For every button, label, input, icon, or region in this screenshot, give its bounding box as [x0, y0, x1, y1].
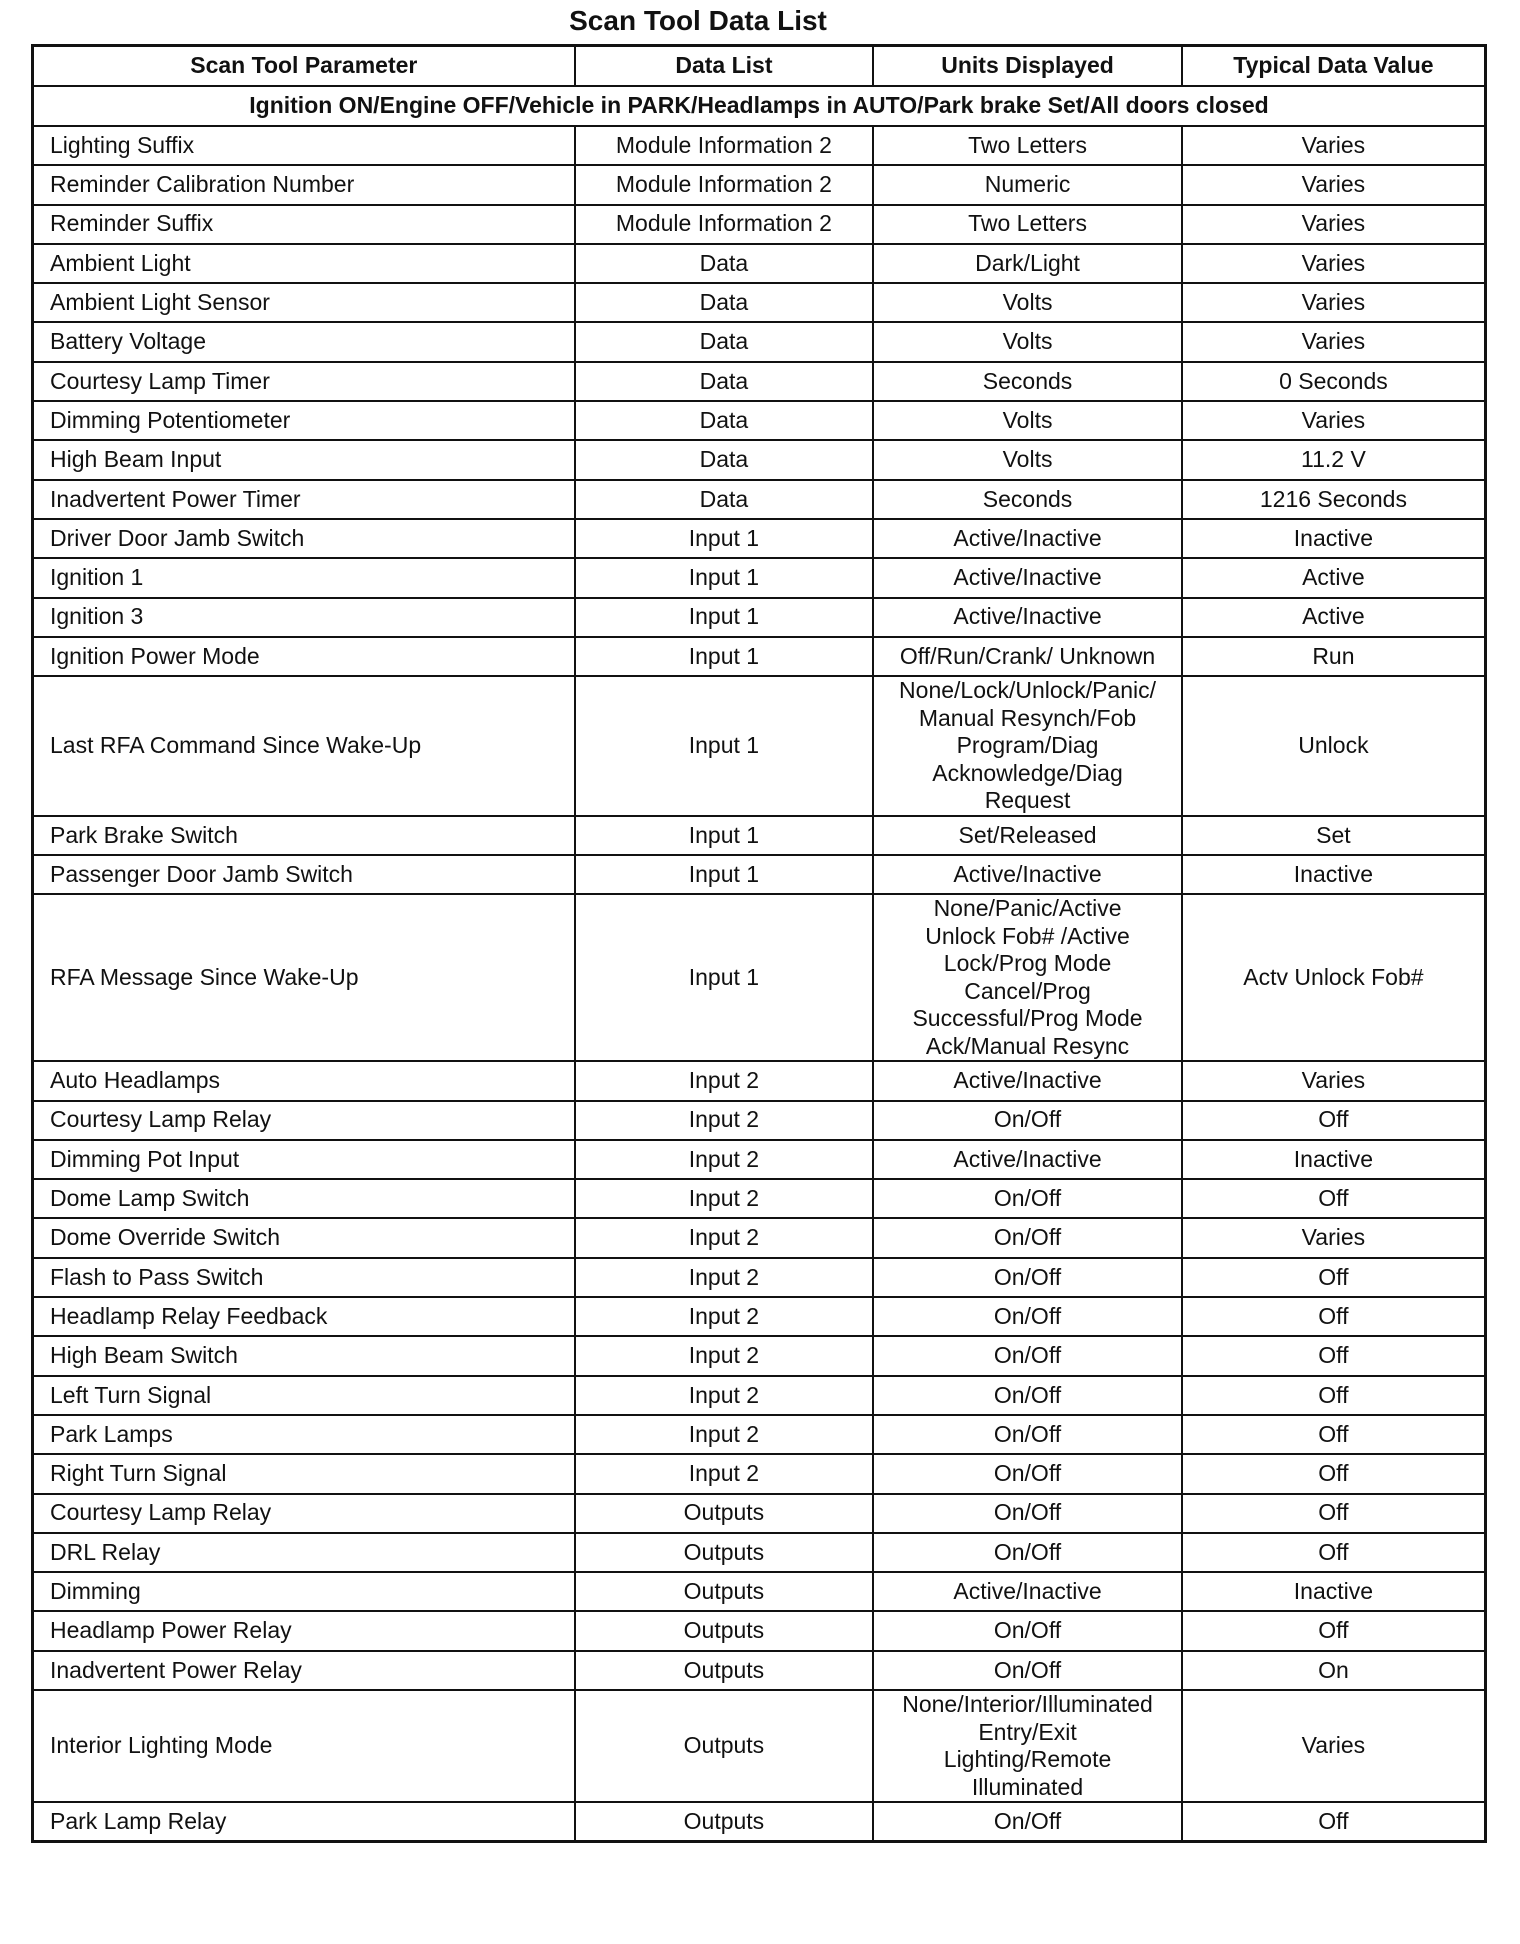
table-row	[33, 1651, 1486, 1690]
cell-scan-tool-parameter: Park Brake Switch	[33, 816, 575, 855]
cell-units-displayed	[873, 440, 1182, 479]
cell-units-displayed	[873, 855, 1182, 894]
table-row	[33, 1061, 1486, 1100]
header-typical-data-value: Typical Data Value	[1182, 46, 1486, 87]
cell-units-displayed	[873, 1061, 1182, 1100]
cell-scan-tool-parameter: Courtesy Lamp Relay	[33, 1101, 575, 1140]
cell-data-list: Outputs	[575, 1572, 874, 1611]
cell-scan-tool-parameter: Ambient Light	[33, 244, 575, 283]
cell-scan-tool-parameter: DRL Relay	[33, 1533, 575, 1572]
table-row	[33, 519, 1486, 558]
table-row	[33, 165, 1486, 204]
units-line: On/Off	[993, 1381, 1062, 1408]
cell-data-list: Input 2	[575, 1376, 874, 1415]
cell-units-displayed	[873, 637, 1182, 676]
cell-data-list: Input 1	[575, 676, 874, 816]
cell-typical-data-value: 0 Seconds	[1182, 362, 1486, 401]
units-line: On/Off	[993, 1807, 1062, 1834]
cell-scan-tool-parameter: Courtesy Lamp Timer	[33, 362, 575, 401]
cell-scan-tool-parameter: Dimming Pot Input	[33, 1140, 575, 1179]
table-row	[33, 480, 1486, 519]
cell-units-displayed	[873, 1651, 1182, 1690]
cell-data-list: Outputs	[575, 1611, 874, 1650]
cell-typical-data-value: Active	[1182, 598, 1486, 637]
cell-scan-tool-parameter: Dome Override Switch	[33, 1218, 575, 1257]
units-line: Successful/Prog Mode	[912, 1005, 1143, 1032]
units-line: Numeric	[984, 171, 1071, 198]
cell-data-list: Data	[575, 322, 874, 361]
table-row	[33, 1297, 1486, 1336]
units-line: Volts	[1002, 406, 1053, 433]
units-line: On/Off	[993, 1185, 1062, 1212]
table-row	[33, 1802, 1486, 1842]
units-line: On/Off	[993, 1460, 1062, 1487]
cell-typical-data-value: Off	[1182, 1533, 1486, 1572]
cell-typical-data-value: Varies	[1182, 1061, 1486, 1100]
units-line: Seconds	[982, 367, 1073, 394]
cell-typical-data-value: Varies	[1182, 401, 1486, 440]
cell-scan-tool-parameter: Dome Lamp Switch	[33, 1179, 575, 1218]
cell-data-list: Input 1	[575, 598, 874, 637]
units-line: Request	[984, 787, 1071, 814]
cell-typical-data-value: Inactive	[1182, 1572, 1486, 1611]
table-row	[33, 1179, 1486, 1218]
cell-scan-tool-parameter: Ignition Power Mode	[33, 637, 575, 676]
cell-data-list: Input 2	[575, 1454, 874, 1493]
cell-scan-tool-parameter: Inadvertent Power Relay	[33, 1651, 575, 1690]
cell-typical-data-value: Varies	[1182, 126, 1486, 165]
cell-data-list: Input 2	[575, 1061, 874, 1100]
cell-typical-data-value: Off	[1182, 1611, 1486, 1650]
units-line: Active/Inactive	[953, 1578, 1102, 1604]
units-line: On/Off	[993, 1302, 1062, 1329]
cell-scan-tool-parameter: Courtesy Lamp Relay	[33, 1494, 575, 1533]
cell-scan-tool-parameter: RFA Message Since Wake-Up	[33, 894, 575, 1061]
units-line: Two Letters	[968, 210, 1087, 237]
cell-data-list: Data	[575, 362, 874, 401]
table-row	[33, 598, 1486, 637]
units-line: Unlock Fob# /Active	[925, 922, 1130, 949]
cell-typical-data-value: Inactive	[1182, 855, 1486, 894]
cell-typical-data-value: On	[1182, 1651, 1486, 1690]
cell-units-displayed	[873, 1802, 1182, 1842]
cell-typical-data-value: Inactive	[1182, 1140, 1486, 1179]
table-row	[33, 1415, 1486, 1454]
cell-units-displayed	[873, 205, 1182, 244]
cell-typical-data-value: Varies	[1182, 244, 1486, 283]
units-line: Two Letters	[968, 131, 1087, 158]
cell-units-displayed	[873, 1101, 1182, 1140]
cell-scan-tool-parameter: Dimming	[33, 1572, 575, 1611]
cell-typical-data-value: Off	[1182, 1101, 1486, 1140]
cell-typical-data-value: Actv Unlock Fob#	[1182, 894, 1486, 1061]
table-row	[33, 1454, 1486, 1493]
cell-units-displayed	[873, 519, 1182, 558]
cell-units-displayed	[873, 1690, 1182, 1802]
cell-units-displayed	[873, 1218, 1182, 1257]
cell-scan-tool-parameter: Driver Door Jamb Switch	[33, 519, 575, 558]
cell-data-list: Outputs	[575, 1651, 874, 1690]
cell-typical-data-value: Active	[1182, 558, 1486, 597]
cell-typical-data-value: Varies	[1182, 322, 1486, 361]
table-row	[33, 283, 1486, 322]
cell-units-displayed	[873, 1572, 1182, 1611]
units-line: On/Off	[993, 1617, 1062, 1644]
test-condition: Ignition ON/Engine OFF/Vehicle in PARK/Headlamps in AUTO/Park brake Set/All doors closed	[33, 86, 1486, 126]
table-row	[33, 676, 1486, 816]
units-line: Ack/Manual Resync	[925, 1032, 1130, 1059]
cell-typical-data-value: Off	[1182, 1336, 1486, 1375]
cell-units-displayed	[873, 558, 1182, 597]
cell-scan-tool-parameter: Last RFA Command Since Wake-Up	[33, 676, 575, 816]
cell-typical-data-value: Off	[1182, 1297, 1486, 1336]
table-row	[33, 362, 1486, 401]
cell-typical-data-value: Off	[1182, 1376, 1486, 1415]
cell-data-list: Input 1	[575, 519, 874, 558]
units-line: Entry/Exit	[978, 1718, 1077, 1745]
cell-scan-tool-parameter: Ignition 1	[33, 558, 575, 597]
cell-data-list: Input 2	[575, 1258, 874, 1297]
cell-typical-data-value: Off	[1182, 1802, 1486, 1842]
units-line: On/Off	[993, 1224, 1062, 1251]
table-row	[33, 322, 1486, 361]
cell-scan-tool-parameter: Auto Headlamps	[33, 1061, 575, 1100]
table-row	[33, 126, 1486, 165]
cell-scan-tool-parameter: Left Turn Signal	[33, 1376, 575, 1415]
units-line: Active/Inactive	[953, 860, 1102, 887]
units-line: Program/Diag	[956, 732, 1099, 759]
units-line: Dark/Light	[975, 249, 1080, 276]
cell-scan-tool-parameter: Park Lamps	[33, 1415, 575, 1454]
cell-scan-tool-parameter: Headlamp Power Relay	[33, 1611, 575, 1650]
cell-units-displayed	[873, 1533, 1182, 1572]
cell-units-displayed	[873, 1454, 1182, 1493]
cell-units-displayed	[873, 126, 1182, 165]
table-row	[33, 1494, 1486, 1533]
scan-tool-data-table	[31, 44, 1487, 1843]
cell-units-displayed	[873, 401, 1182, 440]
cell-typical-data-value: Varies	[1182, 1690, 1486, 1802]
cell-units-displayed	[873, 1140, 1182, 1179]
cell-typical-data-value: Set	[1182, 816, 1486, 855]
cell-data-list: Input 2	[575, 1415, 874, 1454]
cell-scan-tool-parameter: Headlamp Relay Feedback	[33, 1297, 575, 1336]
cell-typical-data-value: Inactive	[1182, 519, 1486, 558]
cell-data-list: Input 2	[575, 1140, 874, 1179]
cell-data-list: Input 1	[575, 558, 874, 597]
cell-units-displayed	[873, 1611, 1182, 1650]
cell-typical-data-value: Unlock	[1182, 676, 1486, 816]
cell-typical-data-value: Varies	[1182, 1218, 1486, 1257]
cell-scan-tool-parameter: Inadvertent Power Timer	[33, 480, 575, 519]
cell-typical-data-value: Off	[1182, 1454, 1486, 1493]
table-row	[33, 244, 1486, 283]
cell-units-displayed	[873, 165, 1182, 204]
table-row	[33, 1140, 1486, 1179]
cell-scan-tool-parameter: Dimming Potentiometer	[33, 401, 575, 440]
cell-data-list: Module Information 2	[575, 126, 874, 165]
header-row	[33, 46, 1486, 87]
table-row	[33, 1611, 1486, 1650]
cell-data-list: Input 1	[575, 637, 874, 676]
cell-data-list: Input 2	[575, 1101, 874, 1140]
cell-units-displayed	[873, 816, 1182, 855]
cell-scan-tool-parameter: Park Lamp Relay	[33, 1802, 575, 1842]
cell-units-displayed	[873, 362, 1182, 401]
cell-typical-data-value: 1216 Seconds	[1182, 480, 1486, 519]
table-row	[33, 637, 1486, 676]
units-line: Set/Released	[958, 821, 1097, 848]
units-line: Lighting/Remote	[943, 1746, 1112, 1772]
units-line: None/Lock/Unlock/Panic/	[899, 677, 1157, 704]
cell-units-displayed	[873, 322, 1182, 361]
units-line: Illuminated	[971, 1773, 1084, 1800]
units-line: On/Off	[993, 1656, 1062, 1683]
cell-typical-data-value: Off	[1182, 1179, 1486, 1218]
cell-data-list: Input 2	[575, 1336, 874, 1375]
cell-units-displayed	[873, 1179, 1182, 1218]
units-line: Active/Inactive	[953, 564, 1102, 591]
cell-scan-tool-parameter: Ignition 3	[33, 598, 575, 637]
cell-data-list: Data	[575, 244, 874, 283]
units-line: On/Off	[993, 1263, 1062, 1290]
table-row	[33, 401, 1486, 440]
cell-data-list: Data	[575, 401, 874, 440]
cell-typical-data-value: Varies	[1182, 165, 1486, 204]
cell-scan-tool-parameter: High Beam Switch	[33, 1336, 575, 1375]
units-line: Seconds	[982, 485, 1073, 512]
cell-data-list: Input 1	[575, 816, 874, 855]
cell-units-displayed	[873, 1336, 1182, 1375]
table-row	[33, 1101, 1486, 1140]
cell-units-displayed	[873, 244, 1182, 283]
table-row	[33, 440, 1486, 479]
cell-units-displayed	[873, 676, 1182, 816]
header-scan-tool-parameter: Scan Tool Parameter	[33, 46, 575, 87]
table-row	[33, 1218, 1486, 1257]
units-line: Active/Inactive	[953, 1067, 1102, 1094]
table-row	[33, 1258, 1486, 1297]
table-row	[33, 1376, 1486, 1415]
units-line: Volts	[1002, 328, 1053, 355]
units-line: On/Off	[993, 1420, 1062, 1447]
cell-typical-data-value: Off	[1182, 1494, 1486, 1533]
units-line: Cancel/Prog	[964, 977, 1091, 1004]
cell-units-displayed	[873, 1494, 1182, 1533]
cell-units-displayed	[873, 283, 1182, 322]
cell-data-list: Module Information 2	[575, 165, 874, 204]
table-row	[33, 894, 1486, 1061]
cell-units-displayed	[873, 1415, 1182, 1454]
cell-typical-data-value: 11.2 V	[1182, 440, 1486, 479]
cell-data-list: Input 1	[575, 855, 874, 894]
cell-scan-tool-parameter: Reminder Suffix	[33, 205, 575, 244]
table-row	[33, 1572, 1486, 1611]
cell-scan-tool-parameter: High Beam Input	[33, 440, 575, 479]
cell-data-list: Input 2	[575, 1297, 874, 1336]
header-units-displayed: Units Displayed	[873, 46, 1182, 87]
table-row	[33, 558, 1486, 597]
cell-units-displayed	[873, 1376, 1182, 1415]
units-line: On/Off	[993, 1538, 1062, 1565]
units-line: Active/Inactive	[953, 1145, 1102, 1172]
units-line: Active/Inactive	[953, 603, 1102, 630]
table-row	[33, 1533, 1486, 1572]
units-line: None/Panic/Active	[933, 895, 1122, 922]
cell-typical-data-value: Varies	[1182, 283, 1486, 322]
cell-scan-tool-parameter: Reminder Calibration Number	[33, 165, 575, 204]
cell-data-list: Outputs	[575, 1802, 874, 1842]
cell-data-list: Input 1	[575, 894, 874, 1061]
cell-units-displayed	[873, 1258, 1182, 1297]
cell-units-displayed	[873, 598, 1182, 637]
units-line: Active/Inactive	[953, 524, 1102, 551]
units-line: On/Off	[993, 1499, 1062, 1526]
table-row	[33, 816, 1486, 855]
units-line: Manual Resynch/Fob	[918, 704, 1137, 731]
units-line: Volts	[1002, 446, 1053, 473]
cell-data-list: Data	[575, 480, 874, 519]
cell-scan-tool-parameter: Right Turn Signal	[33, 1454, 575, 1493]
units-line: Off/Run/Crank/ Unknown	[899, 642, 1156, 669]
page-title: Scan Tool Data List	[569, 5, 827, 36]
cell-scan-tool-parameter: Ambient Light Sensor	[33, 283, 575, 322]
table-row	[33, 1336, 1486, 1375]
cell-units-displayed	[873, 480, 1182, 519]
cell-data-list: Module Information 2	[575, 205, 874, 244]
cell-data-list: Outputs	[575, 1533, 874, 1572]
units-line: None/Interior/Illuminated	[902, 1691, 1153, 1717]
cell-typical-data-value: Run	[1182, 637, 1486, 676]
cell-data-list: Outputs	[575, 1494, 874, 1533]
cell-typical-data-value: Off	[1182, 1415, 1486, 1454]
cell-scan-tool-parameter: Lighting Suffix	[33, 126, 575, 165]
cell-units-displayed	[873, 894, 1182, 1061]
cell-units-displayed	[873, 1297, 1182, 1336]
cell-data-list: Outputs	[575, 1690, 874, 1802]
table-row	[33, 1690, 1486, 1802]
cell-scan-tool-parameter: Passenger Door Jamb Switch	[33, 855, 575, 894]
cell-scan-tool-parameter: Battery Voltage	[33, 322, 575, 361]
units-line: Volts	[1002, 289, 1053, 316]
header-data-list: Data List	[575, 46, 874, 87]
units-line: Acknowledge/Diag	[932, 759, 1123, 786]
cell-data-list: Data	[575, 440, 874, 479]
table-row	[33, 855, 1486, 894]
cell-typical-data-value: Varies	[1182, 205, 1486, 244]
cell-data-list: Data	[575, 283, 874, 322]
table-row	[33, 205, 1486, 244]
table-body	[33, 86, 1486, 1842]
cell-scan-tool-parameter: Flash to Pass Switch	[33, 1258, 575, 1297]
units-line: On/Off	[993, 1342, 1062, 1369]
cell-scan-tool-parameter: Interior Lighting Mode	[33, 1690, 575, 1802]
units-line: Lock/Prog Mode	[943, 950, 1112, 977]
units-line: On/Off	[993, 1106, 1062, 1133]
cell-data-list: Input 2	[575, 1179, 874, 1218]
cell-data-list: Input 2	[575, 1218, 874, 1257]
cell-typical-data-value: Off	[1182, 1258, 1486, 1297]
condition-row	[33, 86, 1486, 126]
